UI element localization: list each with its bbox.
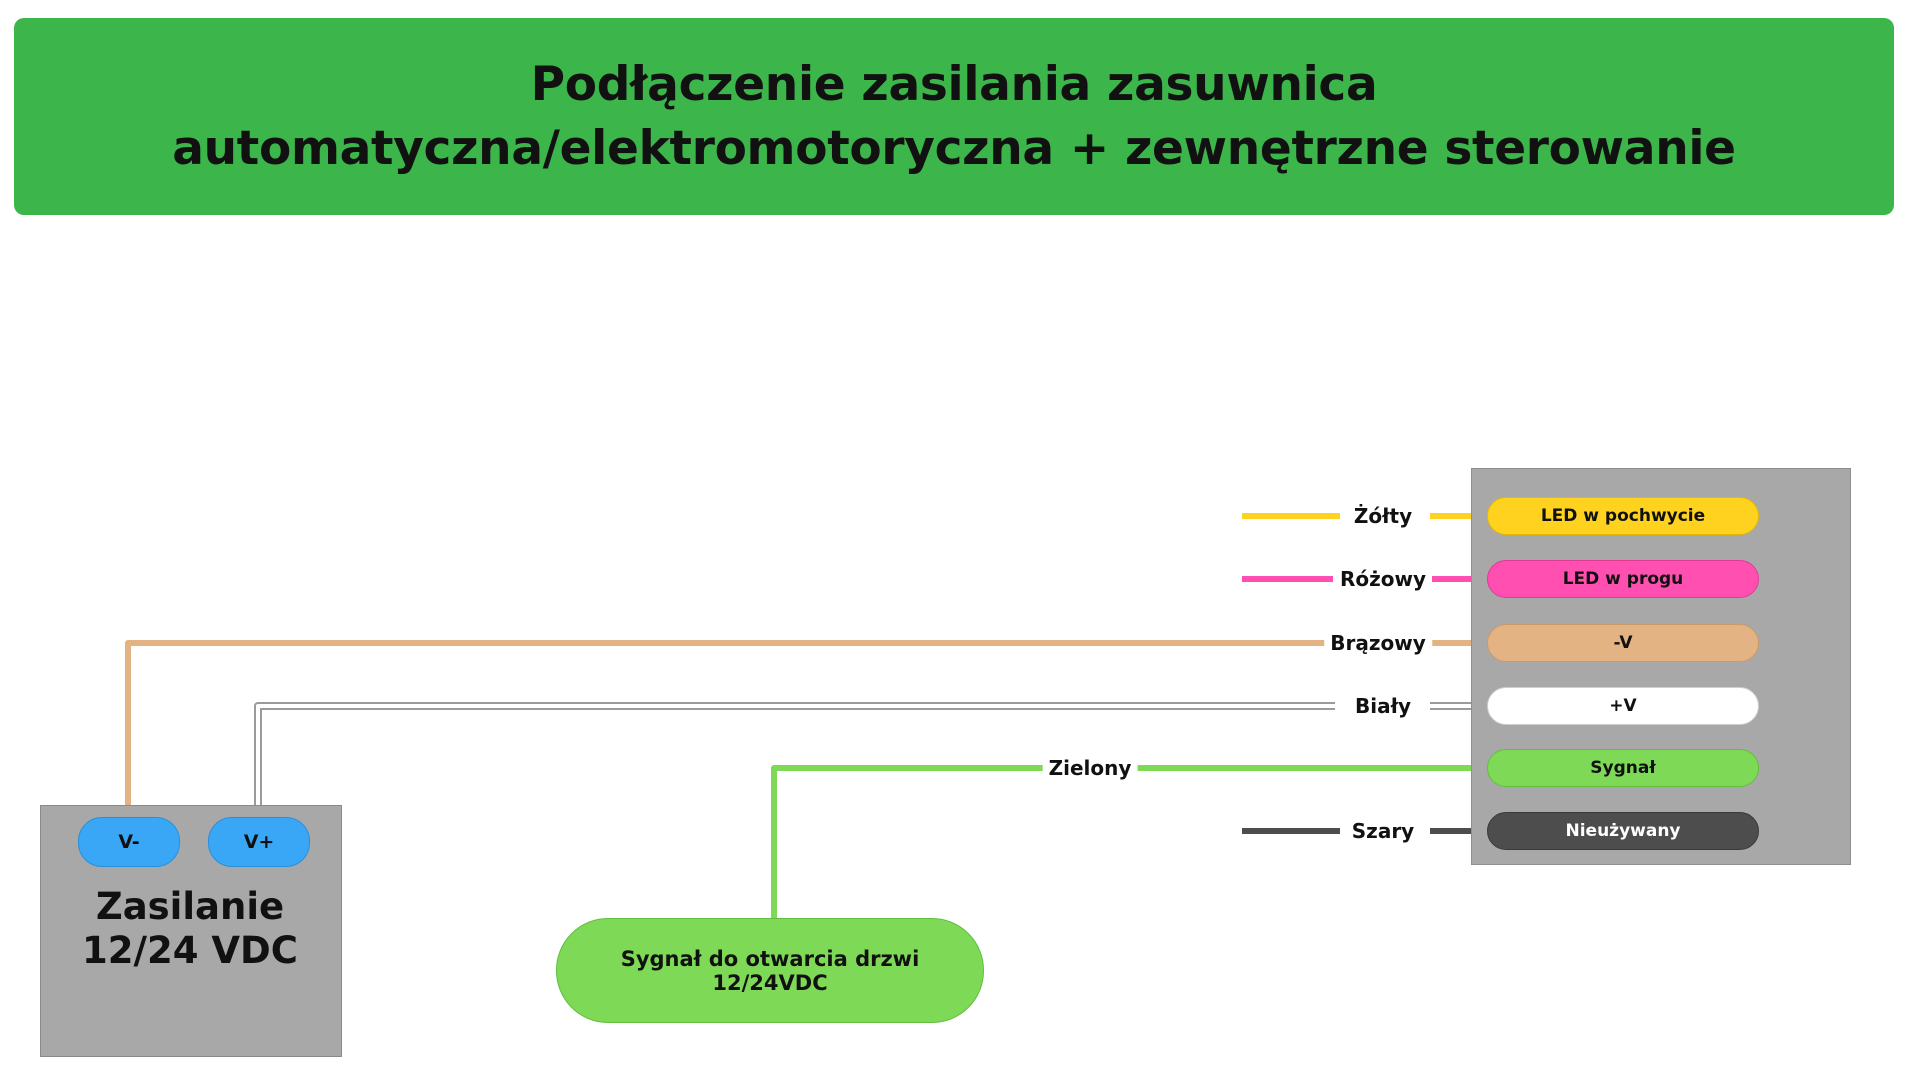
wire-label-green: Zielony [1043, 756, 1138, 780]
wire-label-white: Biały [1349, 694, 1417, 718]
wire-white-core [258, 706, 1335, 817]
title-banner [14, 18, 1894, 215]
psu-terminal-positive[interactable]: V+ [208, 817, 310, 867]
terminal-led-threshold[interactable]: LED w progu [1487, 560, 1759, 598]
page-title [172, 53, 1736, 180]
psu-terminal-negative[interactable]: V- [78, 817, 180, 867]
power-supply-label [40, 885, 340, 974]
terminal-unused[interactable]: Nieużywany [1487, 812, 1759, 850]
terminal-plus-v[interactable]: +V [1487, 687, 1759, 725]
door-open-signal-button[interactable]: Sygnał do otwarcia drzwi 12/24VDC [556, 918, 984, 1023]
wire-label-yellow: Żółty [1348, 504, 1418, 528]
terminal-signal[interactable]: Sygnał [1487, 749, 1759, 787]
title-line-2: automatyczna/elektromotoryczna + zewnętrzne sterowanie [172, 120, 1736, 176]
title-line-1: Podłączenie zasilania zasuwnica [530, 57, 1378, 113]
terminal-led-handle[interactable]: LED w pochwycie [1487, 497, 1759, 535]
wire-green [774, 768, 1050, 918]
wire-label-brown: Brązowy [1324, 631, 1432, 655]
wire-label-pink: Różowy [1334, 567, 1432, 591]
wire-label-grey: Szary [1346, 819, 1420, 843]
terminal-minus-v[interactable]: -V [1487, 624, 1759, 662]
wire-white [258, 706, 1335, 817]
power-supply-label-line-2: 12/24 VDC [82, 929, 298, 973]
power-supply-label-line-1: Zasilanie [95, 885, 285, 928]
wire-brown [128, 643, 1325, 817]
